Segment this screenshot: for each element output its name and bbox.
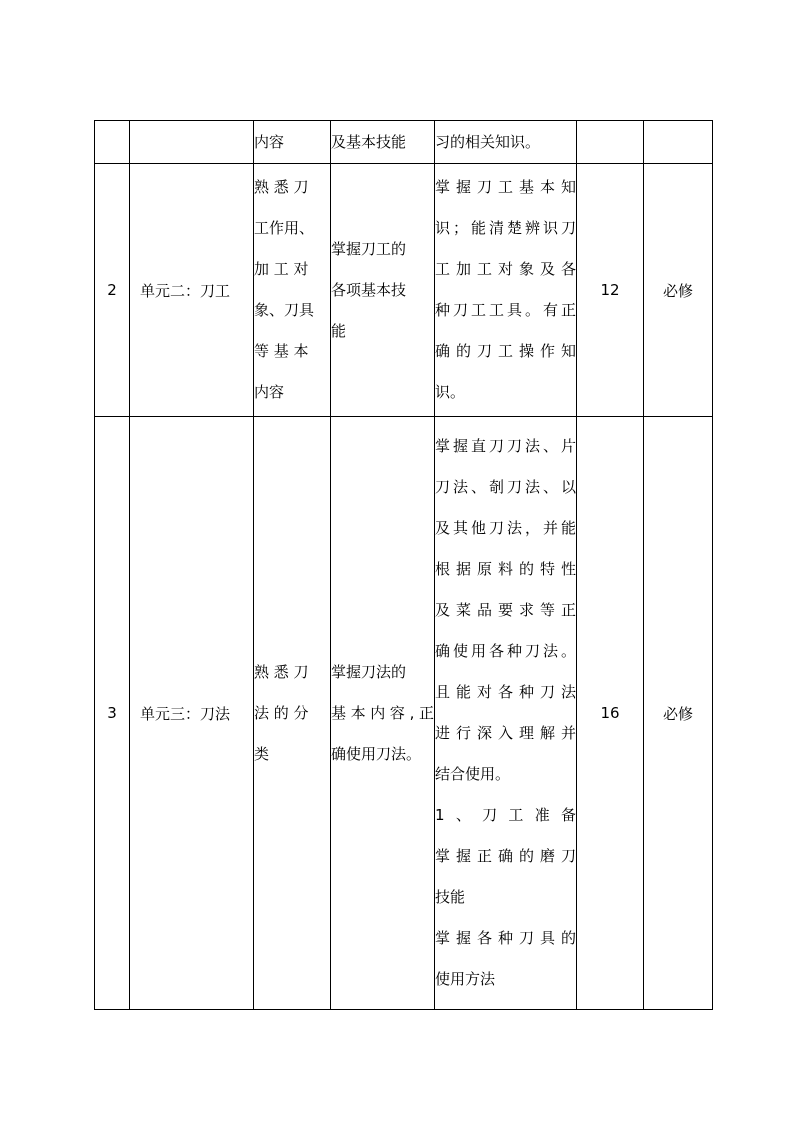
content-line: 法 的 分 bbox=[254, 703, 309, 722]
requirement-line: 技能 bbox=[435, 888, 466, 906]
course-type-cell: 必修 bbox=[644, 164, 713, 417]
skill-cell bbox=[331, 417, 435, 1010]
requirement-line: 工加工对象及各 bbox=[435, 260, 576, 278]
content-line: 内容 bbox=[254, 133, 285, 151]
requirement-cell bbox=[435, 164, 577, 417]
unit-name-cell: 单元二：刀工 bbox=[130, 164, 254, 417]
requirement-line: 确使用各种刀法。 bbox=[435, 642, 576, 660]
skill-line: 能 bbox=[331, 321, 347, 340]
requirement-line: 掌握刀工基本知 bbox=[435, 178, 576, 196]
content-line: 内容 bbox=[254, 383, 285, 401]
requirement-cell bbox=[435, 121, 577, 164]
content-line: 类 bbox=[254, 744, 270, 763]
hours-cell bbox=[577, 121, 644, 164]
requirement-line: 识。 bbox=[435, 383, 466, 401]
table-row bbox=[95, 121, 713, 164]
content-line: 象、刀具 bbox=[254, 301, 315, 319]
hours-cell: 12 bbox=[577, 164, 644, 417]
row-number-cell: 3 bbox=[95, 417, 130, 1010]
course-type-cell: 必修 bbox=[644, 417, 713, 1010]
requirement-line: 掌握直刀刀法、片 bbox=[435, 437, 576, 455]
skill-line: 确使用刀法。 bbox=[331, 744, 422, 763]
requirement-line: 刀法、剞刀法、以 bbox=[435, 478, 576, 496]
table-body bbox=[95, 121, 713, 1010]
content-cell bbox=[254, 121, 331, 164]
requirement-line: 结合使用。 bbox=[435, 765, 511, 783]
requirement-line: 识；能清楚辨识刀 bbox=[435, 219, 576, 237]
requirement-line: 种刀工工具。有正 bbox=[435, 301, 576, 319]
skill-cell bbox=[331, 121, 435, 164]
skill-line: 基本内容,正 bbox=[331, 703, 434, 722]
unit-name-cell: 单元三：刀法 bbox=[130, 417, 254, 1010]
requirement-line: 及其他刀法，并能 bbox=[435, 519, 576, 537]
row-number-cell: 2 bbox=[95, 164, 130, 417]
hours-cell: 16 bbox=[577, 417, 644, 1010]
skill-line: 掌握刀法的 bbox=[331, 662, 407, 681]
content-cell bbox=[254, 417, 331, 1010]
content-line: 工作用、 bbox=[254, 219, 315, 237]
requirement-line: 根据原料的特性 bbox=[435, 560, 576, 578]
requirement-cell bbox=[435, 417, 577, 1010]
skill-line: 掌握刀工的 bbox=[331, 239, 407, 258]
course-type-cell bbox=[644, 121, 713, 164]
requirement-line: 进行深入理解并 bbox=[435, 724, 576, 742]
table-row bbox=[95, 417, 713, 1010]
content-cell bbox=[254, 164, 331, 417]
content-line: 等 基 本 bbox=[254, 342, 309, 360]
content-line: 熟 悉 刀 bbox=[254, 662, 309, 681]
skill-line: 各项基本技 bbox=[331, 280, 407, 299]
requirement-line: 使用方法 bbox=[435, 970, 496, 988]
requirement-line: 及菜品要求等正 bbox=[435, 601, 576, 619]
requirement-line: 掌握各种刀具的 bbox=[435, 929, 576, 947]
content-line: 加 工 对 bbox=[254, 260, 309, 278]
requirement-line: 习的相关知识。 bbox=[435, 133, 541, 151]
row-number-cell bbox=[95, 121, 130, 164]
requirement-line: 确的刀工操作知 bbox=[435, 342, 576, 360]
requirement-line: 且能对各种刀法 bbox=[435, 683, 576, 701]
skill-cell bbox=[331, 164, 435, 417]
content-line: 熟 悉 刀 bbox=[254, 178, 309, 196]
requirement-line: 掌握正确的磨刀 bbox=[435, 847, 576, 865]
skill-line: 及基本技能 bbox=[331, 133, 407, 151]
table-row bbox=[95, 164, 713, 417]
course-table bbox=[94, 120, 713, 1010]
unit-name-cell bbox=[130, 121, 254, 164]
requirement-line: 1、刀工准备 bbox=[435, 806, 576, 824]
